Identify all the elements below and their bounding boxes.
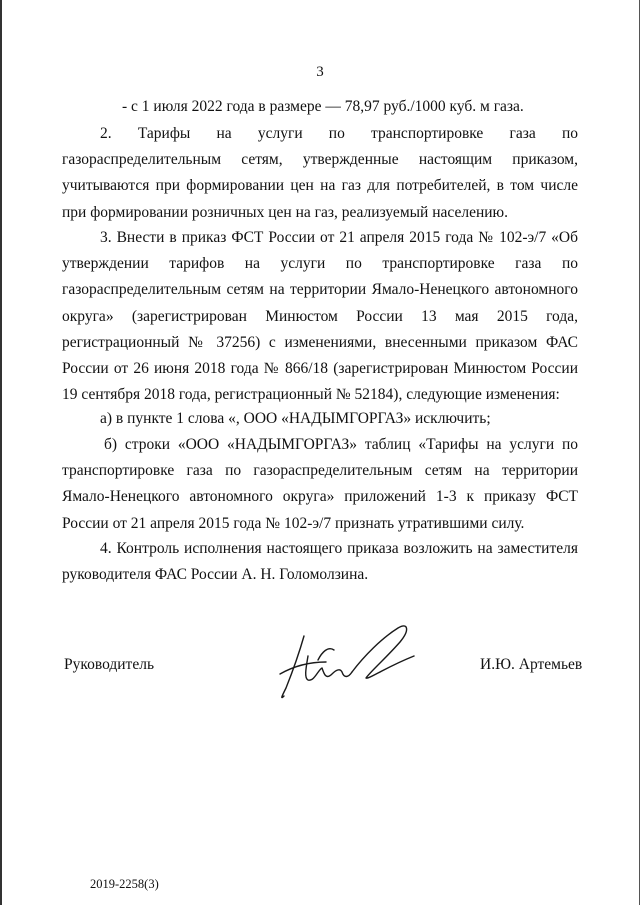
document-code: 2019-2258(3) bbox=[90, 877, 159, 891]
paragraph-3a: а) в пункте 1 слова «, ООО «НАДЫМГОРГАЗ» исключить; bbox=[100, 410, 491, 427]
paragraph-2: 2. Тарифы на услуги по транспортировке газа по газораспределительным сетям, утвержденные настоящим приказом, учитываются при формировании цен на газ для потребителей, в том числе при формировании розничных цен на газ, реализуемый населению. bbox=[62, 125, 578, 221]
paragraph-tariff-line: - с 1 июля 2022 года в размере — 78,97 руб./1000 куб. м газа. bbox=[122, 98, 524, 115]
paragraph-3b: б) строки «ООО «НАДЫМГОРГАЗ» таблиц «Тарифы на услуги по транспортировке газа по газораспределительным сетям на территории Ямало-Ненецкого автономного округа» приложений 1-3 к приказу ФСТ России от 21 апреля 2015 года № 102-э/7 признать утратившими силу. bbox=[62, 436, 578, 532]
paragraph-4: 4. Контроль исполнения настоящего приказа возложить на заместителя руководителя ФАС России А. Н. Голомолзина. bbox=[62, 540, 578, 584]
handwritten-signature bbox=[274, 616, 424, 706]
signatory-title: Руководитель bbox=[64, 656, 155, 673]
page-number: 3 bbox=[316, 64, 324, 80]
signatory-name: И.Ю. Артемьев bbox=[480, 656, 583, 673]
paragraph-3: 3. Внести в приказ ФСТ России от 21 апреля 2015 года № 102-э/7 «Об утверждении тарифов на услуги по транспортировке газа по газораспределительным сетям на территории Ямало-Ненецкого автономного округа» (зарегистрирован Минюстом России 13 мая 2015 года, регистрационный № 37256) с изменениями, внесенными приказом ФАС России от 26 июня 2018 года № 866/18 (зарегистрирован Минюстом России 19 сентября 2018 года, регистрационный № 52184), следующие изменения: bbox=[62, 229, 578, 404]
scan-border-left bbox=[0, 0, 2, 905]
